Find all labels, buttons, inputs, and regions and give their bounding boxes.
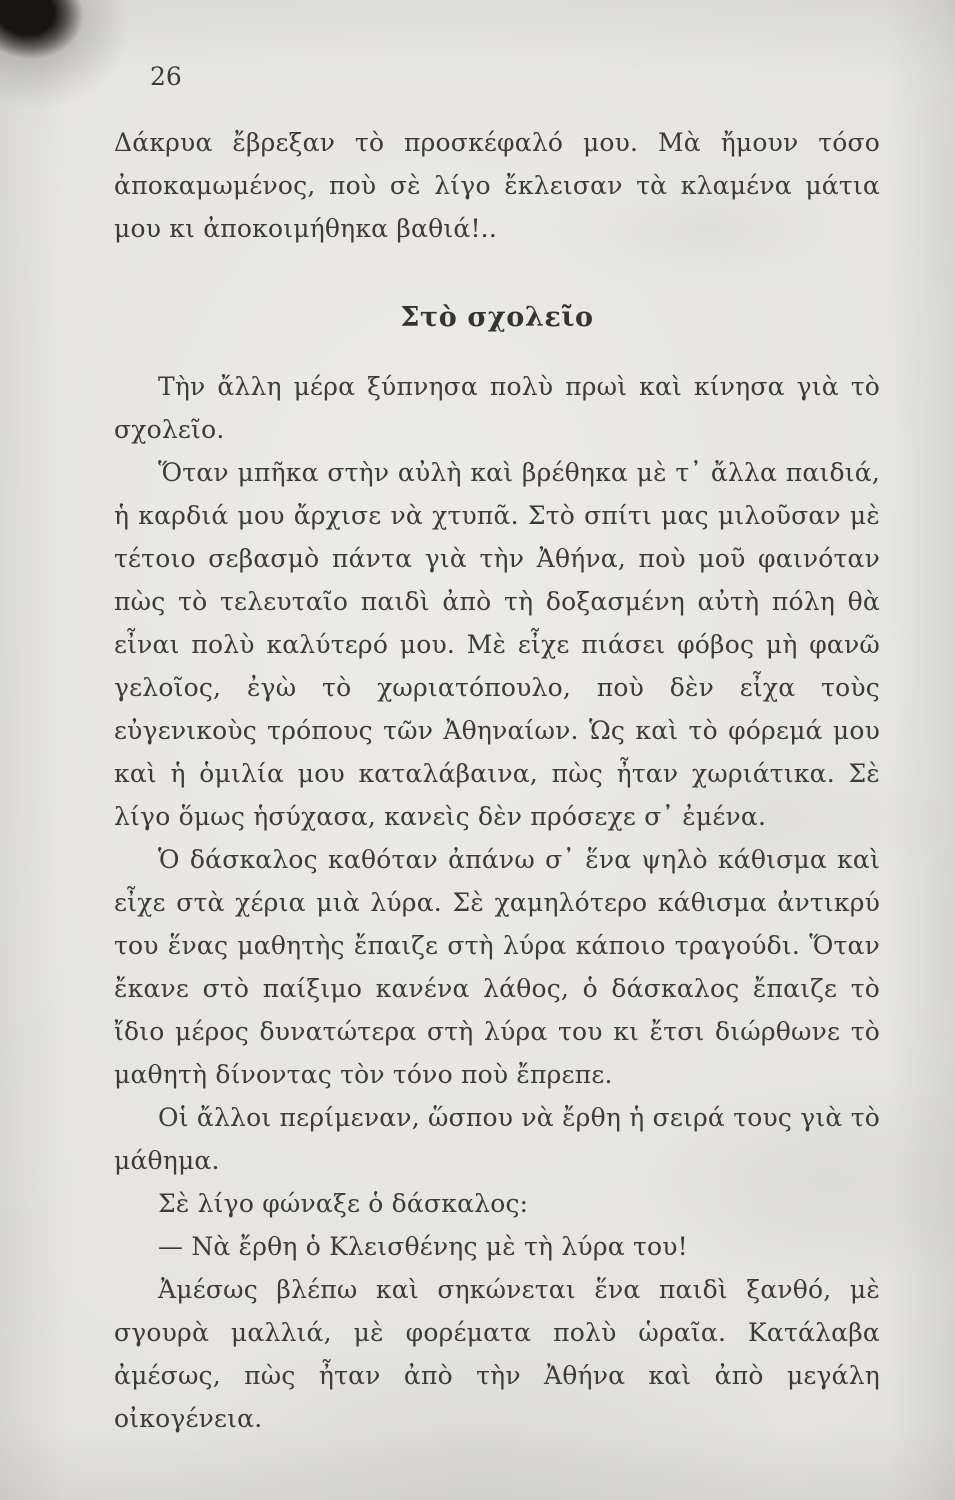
paragraph-dialogue: — Νὰ ἔρθη ὁ Κλεισθένης μὲ τὴ λύρα του! bbox=[158, 1232, 688, 1261]
paragraph-4: Οἱ ἄλλοι περίμεναν, ὥσπου νὰ ἔρθη ἡ σειρά τους γιὰ τὸ μάθημα. bbox=[114, 1103, 880, 1175]
section-heading: Στὸ σχολεῖο bbox=[400, 302, 594, 333]
paragraph-2: Ὅταν μπῆκα στὴν αὐλὴ καὶ βρέθηκα μὲ τ᾿ ἄλλα παιδιά, ἡ καρδιά μου ἄρχισε νὰ χτυπᾶ. Στὸ σπίτι μας μιλοῦσαν μὲ τέτοιο σεβασμὸ πάντα γιὰ τὴν Ἀθήνα, ποὺ μοῦ φαινόταν πὼς τὸ τελευταῖο παιδὶ ἀπὸ τὴ δοξασμένη αὐτὴ πόλη θὰ εἶναι πολὺ καλύτερό μου. Μὲ εἶχε πιάσει φόβος μὴ φανῶ γελοῖος, ἐγὼ τὸ χωριατόπουλο, ποὺ δὲν εἶχα τοὺς εὐγενικοὺς τρόπους τῶν Ἀθηναίων. Ὡς καὶ τὸ φόρεμά μου καὶ ἡ ὁμιλία μου καταλάβαινα, πὼς ἦταν χωριάτικα. Σὲ λίγο ὅμως ἡσύχασα, κανεὶς δὲν πρόσεχε σ᾿ ἐμένα. bbox=[114, 458, 880, 831]
paragraph-continuation: Δάκρυα ἔβρεξαν τὸ προσκέφαλό μου. Μὰ ἤμουν τόσο ἀποκαμωμένος, ποὺ σὲ λίγο ἔκλεισαν τὰ κλαμένα μάτια μου κι ἀποκοιμήθηκα βαθιά!.. bbox=[114, 128, 880, 243]
page-number: 26 bbox=[150, 62, 182, 91]
paragraph-7: Ἀμέσως βλέπω καὶ σηκώνεται ἕνα παιδὶ ξανθό, μὲ σγουρὰ μαλλιά, μὲ φορέματα πολὺ ὡραῖα. Κατάλαβα ἀμέσως, πὼς ἦταν ἀπὸ τὴν Ἀθήνα καὶ ἀπὸ μεγάλη οἰκογένεια. bbox=[114, 1275, 880, 1433]
paragraph-3: Ὁ δάσκαλος καθόταν ἀπάνω σ᾿ ἕνα ψηλὸ κάθισμα καὶ εἶχε στὰ χέρια μιὰ λύρα. Σὲ χαμηλότερο κάθισμα ἀντικρύ του ἕνας μαθητὴς ἔπαιζε στὴ λύρα κάποιο τραγούδι. Ὅταν ἔκανε στὸ παίξιμο κανένα λάθος, ὁ δάσκαλος ἔπαιζε τὸ ἴδιο μέρος δυνατώτερα στὴ λύρα του κι ἔτσι διώρθωνε τὸ μαθητὴ δίνοντας τὸν τόνο ποὺ ἔπρεπε. bbox=[114, 845, 880, 1089]
text-block bbox=[114, 121, 880, 1440]
paragraph-1: Τὴν ἄλλη μέρα ξύπνησα πολὺ πρωὶ καὶ κίνησα γιὰ τὸ σχολεῖο. bbox=[114, 372, 880, 444]
paragraph-5: Σὲ λίγο φώναξε ὁ δάσκαλος: bbox=[158, 1189, 529, 1218]
